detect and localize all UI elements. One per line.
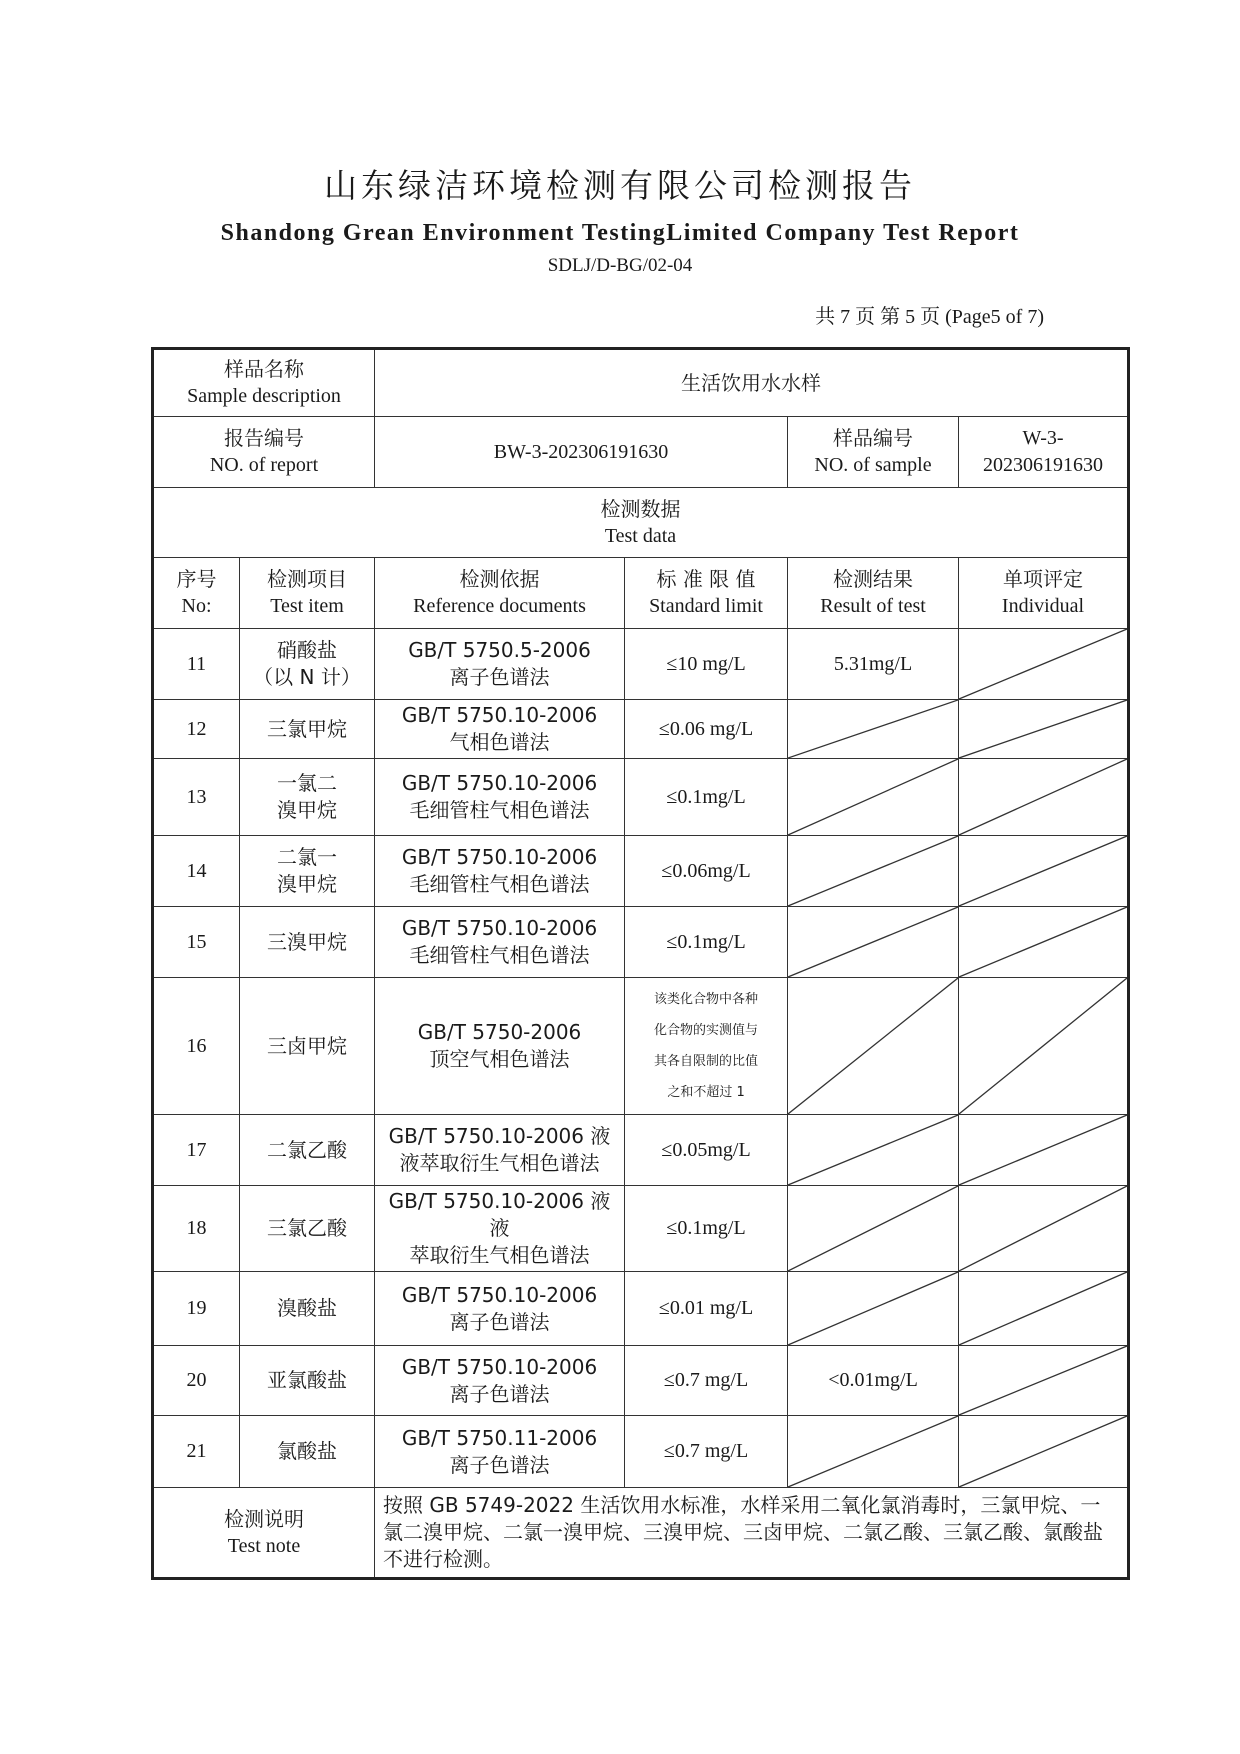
individual-evaluation-empty [959, 978, 1129, 1115]
test-note-row [153, 1488, 1129, 1579]
diagonal-slash-icon [959, 1272, 1127, 1345]
test-item-line: 亚氯酸盐 [267, 1368, 347, 1392]
test-item [240, 1416, 375, 1488]
sample-number-label-cn: 样品编号 [833, 426, 914, 450]
diagonal-slash-icon [959, 836, 1127, 906]
test-note-label-en: Test note [227, 1534, 301, 1557]
standard-limit [625, 978, 788, 1115]
test-item-line: 溴甲烷 [277, 872, 337, 896]
standard-limit-line: ≤0.05mg/L [661, 1138, 751, 1161]
reference-document-line: GB/T 5750.10-2006 [401, 703, 598, 727]
standard-limit-line: ≤10 mg/L [666, 652, 746, 675]
standard-limit [625, 1416, 788, 1488]
test-item-line: 溴酸盐 [277, 1296, 337, 1320]
test-item-line: 氯酸盐 [277, 1439, 337, 1463]
test-item-line: 硝酸盐 [277, 638, 337, 662]
table-row [153, 1272, 1129, 1346]
table-row [153, 629, 1129, 700]
test-item-line: 溴甲烷 [277, 798, 337, 822]
sample-number-label-en: NO. of sample [814, 454, 932, 476]
table-row [153, 1346, 1129, 1416]
reference-document-line: GB/T 5750-2006 [417, 1020, 582, 1044]
reference-document-line: GB/T 5750.5-2006 [408, 638, 591, 662]
standard-limit-line: ≤0.1mg/L [666, 1217, 746, 1239]
row-number: 14 [153, 836, 240, 907]
page-indicator: 共 7 页 第 5 页 (Page5 of 7) [815, 306, 1044, 328]
report-number-value: BW-3-202306191630 [375, 417, 788, 488]
reference-document-line: 液萃取衍生气相色谱法 [399, 1151, 600, 1175]
test-report-table [151, 347, 1130, 1580]
reference-document-line: 离子色谱法 [449, 1452, 550, 1477]
diagonal-slash-icon [959, 1346, 1127, 1415]
reference-document [375, 1416, 625, 1488]
test-note-label [153, 1488, 375, 1579]
test-item [240, 1115, 375, 1186]
test-data-title-cn: 检测数据 [600, 496, 681, 521]
table-row [153, 1115, 1129, 1186]
row-number: 18 [153, 1186, 240, 1272]
reference-document [375, 700, 625, 759]
sample-description-row [153, 349, 1129, 417]
test-result-empty [788, 700, 959, 759]
col-header-reference [375, 558, 625, 629]
table-row [153, 978, 1129, 1115]
standard-limit [625, 907, 788, 978]
standard-limit-line: ≤0.01 mg/L [658, 1297, 754, 1319]
standard-limit-line: ≤0.7 mg/L [663, 1369, 749, 1391]
test-result-empty [788, 836, 959, 907]
diagonal-slash-icon [788, 1272, 958, 1345]
diagonal-slash-icon [959, 1115, 1127, 1185]
reference-document-line: 离子色谱法 [449, 1381, 550, 1406]
reference-document-line: 顶空气相色谱法 [429, 1047, 570, 1071]
individual-evaluation-empty [959, 1115, 1129, 1186]
report-number-label-cn: 报告编号 [224, 426, 304, 450]
reference-document-line: 离子色谱法 [449, 665, 550, 689]
diagonal-slash-icon [788, 1186, 958, 1271]
reference-document-line: GB/T 5750.10-2006 [401, 916, 598, 940]
test-item-line: 二氯乙酸 [267, 1137, 347, 1162]
diagonal-slash-icon [959, 978, 1127, 1114]
reference-document-line: GB/T 5750.10-2006 [401, 845, 598, 869]
standard-limit-line: ≤0.1mg/L [666, 785, 746, 808]
sample-description-label-cn: 样品名称 [224, 357, 304, 381]
test-item-line: 三氯乙酸 [267, 1216, 347, 1240]
col-header-limit-cn: 标 准 限 值 [656, 567, 756, 591]
reference-document [375, 629, 625, 700]
table-row [153, 836, 1129, 907]
reference-document [375, 836, 625, 907]
col-header-result [788, 558, 959, 629]
test-result-empty [788, 978, 959, 1115]
row-number: 19 [153, 1272, 240, 1346]
sample-number-label [788, 417, 959, 488]
test-result-empty [788, 759, 959, 836]
report-title-en: Shandong Grean Environment TestingLimited Company Test Report [220, 220, 1020, 246]
test-item [240, 1346, 375, 1416]
reference-document-line: GB/T 5750.10-2006 液液 [388, 1189, 611, 1240]
diagonal-slash-icon [788, 1416, 958, 1487]
table-row [153, 759, 1129, 836]
row-number: 21 [153, 1416, 240, 1488]
reference-document-line: 气相色谱法 [449, 730, 550, 754]
reference-document-line: GB/T 5750.11-2006 [401, 1425, 598, 1450]
standard-limit [625, 1346, 788, 1416]
diagonal-slash-icon [788, 836, 958, 906]
reference-document-line: GB/T 5750.10-2006 [401, 1354, 598, 1379]
col-header-limit [625, 558, 788, 629]
diagonal-slash-icon [788, 1115, 958, 1185]
row-number: 11 [153, 629, 240, 700]
diagonal-slash-icon [959, 907, 1127, 977]
reference-document-line: 离子色谱法 [449, 1309, 550, 1334]
test-result-empty [788, 1272, 959, 1346]
col-header-reference-cn: 检测依据 [459, 567, 540, 591]
test-item-line: 三卤甲烷 [267, 1033, 347, 1058]
standard-limit [625, 700, 788, 759]
individual-evaluation-empty [959, 1346, 1129, 1416]
reference-document-line: 萃取衍生气相色谱法 [409, 1243, 590, 1267]
standard-limit-line: 该类化合物中各种 [654, 991, 759, 1007]
test-item-line: 三溴甲烷 [267, 929, 347, 954]
test-note-text: 按照 GB 5749-2022 生活饮用水标准，水样采用二氧化氯消毒时，三氯甲烷、一氯二溴甲烷、二氯一溴甲烷、三溴甲烷、三卤甲烷、二氯乙酸、三氯乙酸、氯酸盐不进行检测。 [375, 1488, 1129, 1579]
standard-limit-line: ≤0.06 mg/L [658, 717, 754, 740]
test-item-line: 一氯二 [277, 771, 337, 795]
individual-evaluation-empty [959, 1186, 1129, 1272]
standard-limit-line: ≤0.1mg/L [666, 930, 746, 953]
standard-limit-line: 其各自限制的比值 [654, 1054, 759, 1069]
row-number: 13 [153, 759, 240, 836]
test-item-line: 三氯甲烷 [267, 716, 347, 741]
sample-number-value: W-3-202306191630 [959, 417, 1129, 488]
reference-document [375, 1346, 625, 1416]
test-result-empty [788, 1186, 959, 1272]
standard-limit-line: ≤0.06mg/L [661, 859, 751, 882]
sample-description-value: 生活饮用水水样 [375, 349, 1129, 417]
test-item [240, 1272, 375, 1346]
individual-evaluation-empty [959, 907, 1129, 978]
reference-document-line: GB/T 5750.10-2006 [401, 771, 598, 795]
individual-evaluation-empty [959, 1416, 1129, 1488]
individual-evaluation-empty [959, 629, 1129, 700]
test-result-empty [788, 907, 959, 978]
col-header-result-cn: 检测结果 [833, 567, 914, 591]
reference-document [375, 1272, 625, 1346]
diagonal-slash-icon [788, 907, 958, 977]
col-header-no-en: No: [181, 595, 212, 617]
row-number: 17 [153, 1115, 240, 1186]
test-item [240, 629, 375, 700]
report-number-label [153, 417, 375, 488]
reference-document [375, 978, 625, 1115]
diagonal-slash-icon [959, 1416, 1127, 1487]
test-data-title-row [153, 488, 1129, 558]
test-item [240, 907, 375, 978]
test-result-empty [788, 1416, 959, 1488]
standard-limit [625, 629, 788, 700]
standard-limit [625, 1272, 788, 1346]
standard-limit [625, 836, 788, 907]
test-item [240, 700, 375, 759]
test-item [240, 759, 375, 836]
col-header-item-cn: 检测项目 [267, 567, 347, 591]
col-header-evaluation-en: Individual [1001, 595, 1085, 617]
table-row [153, 1416, 1129, 1488]
test-data-title [153, 488, 1129, 558]
standard-limit-line: 化合物的实测值与 [654, 1022, 759, 1038]
row-number: 20 [153, 1346, 240, 1416]
test-result-empty [788, 1115, 959, 1186]
row-number: 15 [153, 907, 240, 978]
col-header-limit-en: Standard limit [649, 595, 763, 617]
sample-description-label-en: Sample description [187, 385, 341, 407]
standard-limit-line: ≤0.7 mg/L [663, 1440, 749, 1462]
test-data-title-en: Test data [604, 524, 677, 547]
individual-evaluation-empty [959, 759, 1129, 836]
row-number: 16 [153, 978, 240, 1115]
diagonal-slash-icon [788, 978, 958, 1114]
standard-limit [625, 759, 788, 836]
diagonal-slash-icon [959, 759, 1127, 835]
document-code: SDLJ/D-BG/02-04 [547, 255, 693, 276]
reference-document-line: 毛细管柱气相色谱法 [409, 872, 590, 896]
test-item-line: 二氯一 [277, 845, 337, 869]
reference-document [375, 1186, 625, 1272]
test-item [240, 1186, 375, 1272]
standard-limit [625, 1115, 788, 1186]
table-row [153, 1186, 1129, 1272]
test-note-label-cn: 检测说明 [224, 1506, 304, 1531]
test-result: 5.31mg/L [788, 629, 959, 700]
diagonal-slash-icon [788, 759, 958, 835]
individual-evaluation-empty [959, 836, 1129, 907]
diagonal-slash-icon [959, 1186, 1127, 1271]
reference-document-line: GB/T 5750.10-2006 [401, 1282, 598, 1307]
col-header-item-en: Test item [270, 595, 344, 617]
test-item [240, 836, 375, 907]
report-title-cn: 山东绿洁环境检测有限公司检测报告 [324, 166, 916, 205]
diagonal-slash-icon [788, 700, 958, 758]
report-number-label-en: NO. of report [209, 454, 319, 476]
col-header-item [240, 558, 375, 629]
col-header-evaluation [959, 558, 1129, 629]
individual-evaluation-empty [959, 1272, 1129, 1346]
diagonal-slash-icon [959, 700, 1127, 758]
reference-document-line: GB/T 5750.10-2006 液 [388, 1124, 611, 1148]
diagonal-slash-icon [959, 629, 1127, 699]
col-header-no-cn: 序号 [176, 567, 217, 591]
standard-limit-line: 之和不超过 1 [667, 1085, 745, 1101]
sample-description-label [153, 349, 375, 417]
reference-document-line: 毛细管柱气相色谱法 [409, 943, 590, 967]
row-number: 12 [153, 700, 240, 759]
table-row [153, 907, 1129, 978]
test-item-line: （以 N 计） [253, 665, 361, 689]
reference-document [375, 759, 625, 836]
col-header-reference-en: Reference documents [413, 595, 586, 617]
table-row [153, 700, 1129, 759]
report-number-row [153, 417, 1129, 488]
reference-document [375, 1115, 625, 1186]
test-item [240, 978, 375, 1115]
col-header-result-en: Result of test [820, 595, 926, 617]
reference-document-line: 毛细管柱气相色谱法 [409, 798, 590, 822]
col-header-evaluation-cn: 单项评定 [1003, 567, 1084, 591]
standard-limit [625, 1186, 788, 1272]
reference-document [375, 907, 625, 978]
test-result: <0.01mg/L [788, 1346, 959, 1416]
individual-evaluation-empty [959, 700, 1129, 759]
col-header-no [153, 558, 240, 629]
column-header-row [153, 558, 1129, 629]
